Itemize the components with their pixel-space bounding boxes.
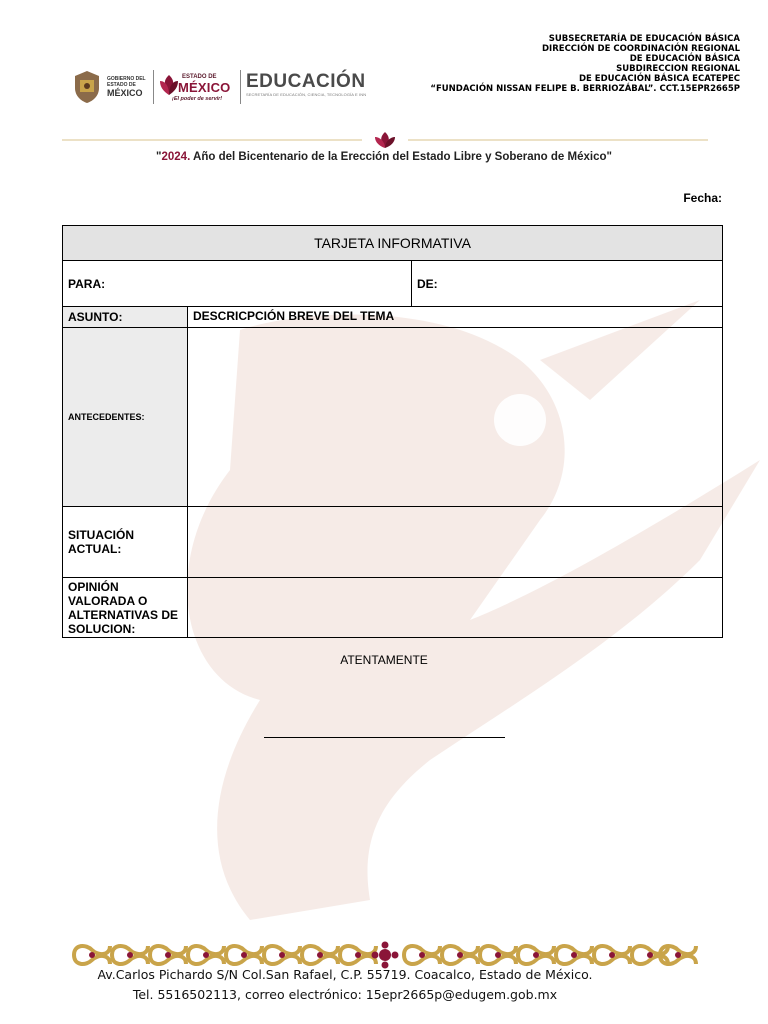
ornament-divider [62,128,708,152]
asunto-value[interactable]: DESCRICPCIÓN BREVE DEL TEMA [188,307,723,328]
form-title: TARJETA INFORMATIVA [63,226,723,261]
situacion-label: SITUACIÓN ACTUAL: [63,507,188,578]
institution-block [430,34,740,94]
edomex-tagline: ¡El poder de servir! [172,96,223,102]
logo-divider-2 [240,70,241,104]
atentamente-text: ATENTAMENTE [340,653,428,667]
gobierno-logo [72,68,152,106]
gob-line3: MÉXICO [107,88,143,98]
educacion-subtitle: SECRETARÍA DE EDUCACIÓN, CIENCIA, TECNOLOGÍA E INN [246,92,367,97]
de-label: DE: [417,276,438,291]
state-seal-icon [72,70,102,104]
tarjeta-informativa-form [62,225,723,638]
motto [0,151,768,163]
opinion-label: OPINIÓN VALORADA O ALTERNATIVAS DE SOLUCION: [63,578,188,638]
antecedentes-label: ANTECEDENTES: [63,328,188,507]
educacion-logo [246,72,396,106]
edomex-big-text: MÉXICO [178,80,231,95]
motto-year: 2024. [161,151,191,163]
para-label: PARA: [68,276,106,291]
institution-line: “FUNDACIÓN NISSAN FELIPE B. BERRIOZÁBAL”. CCT.15EPR2665P [430,84,740,94]
institution-line: SUBSECRETARÍA DE EDUCACIÓN BÁSICA [548,34,740,44]
fecha-label: Fecha: [683,191,722,205]
gobierno-text [107,76,146,98]
edomex-small-text: ESTADO DE [182,74,217,80]
antecedentes-field[interactable] [188,328,723,507]
footer-address: Av.Carlos Pichardo S/N Col.San Rafael, C.P. 55719. Coacalco, Estado de México. [97,967,593,982]
educacion-title: EDUCACIÓN [246,71,366,92]
gob-line2: ESTADO DE [107,82,136,88]
para-field[interactable] [63,261,412,307]
motto-open-quote: " [156,151,162,163]
institution-line: DE EDUCACIÓN BÁSICA ECATEPEC [578,74,740,84]
logo-divider [153,70,154,104]
de-field[interactable] [412,261,723,307]
institution-line: SUBDIRECCION REGIONAL [616,64,740,74]
gob-line1: GOBIERNO DEL [107,76,146,82]
institution-line: DIRECCIÓN DE COORDINACIÓN REGIONAL [542,44,740,54]
opinion-field[interactable] [188,578,723,638]
footer-contact: Tel. 5516502113, correo electrónico: 15epr2665p@edugem.gob.mx [132,987,558,1002]
asunto-label: ASUNTO: [63,307,188,328]
edomex-logo [158,69,238,105]
signature-line [264,737,505,738]
edomex-flower-icon [158,73,180,97]
motto-text: Año del Bicentenario de la Erección del Estado Libre y Soberano de México" [190,151,612,163]
institution-line: DE EDUCACIÓN BÁSICA [629,54,740,64]
situacion-field[interactable] [188,507,723,578]
